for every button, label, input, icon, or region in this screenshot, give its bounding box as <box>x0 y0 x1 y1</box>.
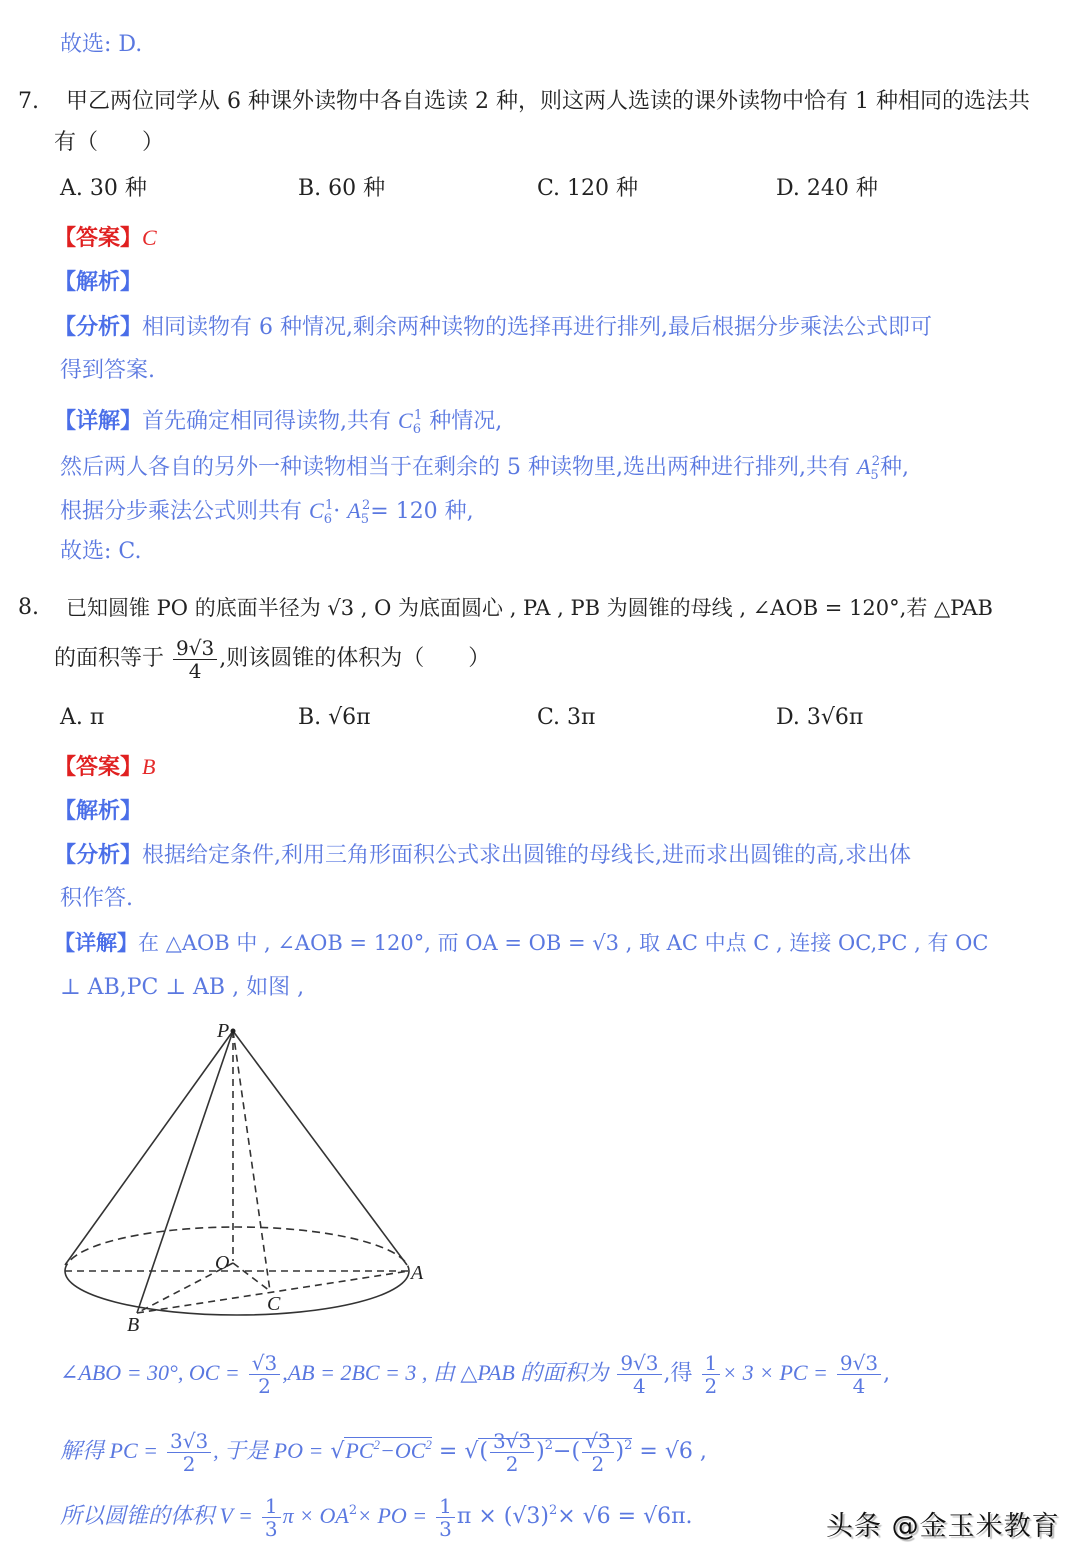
watermark: 头条 @金玉米教育 <box>826 1511 1060 1542</box>
q8-step1: ∠ABO = 30°, OC = $\frac{√3}{2}$ ,AB = 2BC = 3 , 由 △PAB 的面积为 $\frac{9√3}{4}$ ,得 $\frac{1}{2}$ × 3 × PC = $\frac{9√3}{4}$ , <box>60 1350 891 1398</box>
q8-xiangjie-line2: ⊥ AB,PC ⊥ AB , 如图 , <box>60 975 305 1000</box>
question-7-text-line1: 甲乙两位同学从 6 种课外读物中各自选读 2 种，则这两人选读的课外读物中恰有 1 种相同的选法共 <box>66 89 1030 114</box>
q8-option-a: A. π <box>60 705 105 730</box>
prev-conclusion: 故选: D. <box>60 32 143 57</box>
fraction: $\frac{9√3}{4}$ <box>837 1352 881 1397</box>
q8-option-d: D. 3√6π <box>776 705 864 730</box>
xiangjie-label: 【详解】 <box>54 930 138 955</box>
q7-option-d: D. 240 种 <box>776 176 878 201</box>
fraction: $\frac{1}{2}$ <box>702 1352 721 1397</box>
q7-xiangjie-line3: 根据分步乘法公式则共有 $C_6^1\cdot A_5^2= 120$ 种, <box>60 498 474 527</box>
q7-conclusion: 故选: C. <box>60 539 142 564</box>
fraction: $\frac{9√3}{4}$ <box>173 637 217 682</box>
q8-fenxi-line1: 【分析】根据给定条件,利用三角形面积公式求出圆锥的母线长,进而求出圆锥的高,求出体 <box>54 842 911 868</box>
fenxi-label: 【分析】 <box>54 314 143 340</box>
answer-label: 【答案】 <box>54 225 143 251</box>
label-a: A <box>411 1262 424 1284</box>
q8-analysis-label: 【解析】 <box>54 798 143 824</box>
question-8-text-line1: 已知圆锥 PO 的底面半径为 √3 , O 为底面圆心 , PA , PB 为圆锥的母线 , ∠AOB = 120°,若 △PAB <box>66 596 993 620</box>
q7-option-c: C. 120 种 <box>537 176 639 201</box>
label-c: C <box>267 1293 281 1315</box>
question-8-text-line2: 的面积等于 $\frac{9√3}{4}$ ,则该圆锥的体积为（ ） <box>54 635 491 683</box>
q8-step2: 解得 PC = $\frac{3√3}{2}$ , 于是 PO = $√PC^2-OC^2$ = √( $\frac{3√3}{2}$ )$^2$−( $\frac{√3}{2}$ )$^2$ = √6 , <box>60 1428 707 1476</box>
q8-fenxi-line2: 积作答. <box>60 886 133 911</box>
answer-value: B <box>142 754 156 779</box>
fraction: $\frac{1}{3}$ <box>436 1495 455 1540</box>
label-b: B <box>127 1314 140 1335</box>
xiangjie-label: 【详解】 <box>54 408 143 434</box>
fraction: $\frac{9√3}{4}$ <box>617 1352 661 1397</box>
q7-option-a: A. 30 种 <box>60 176 147 201</box>
q7-option-b: B. 60 种 <box>298 176 386 201</box>
q8-answer <box>54 752 155 783</box>
answer-value: C <box>142 225 157 250</box>
q8-option-b: B. √6π <box>298 705 371 730</box>
question-7-text-line2: 有（ ） <box>54 130 165 155</box>
q7-answer <box>54 223 157 254</box>
label-p: P <box>217 1020 230 1042</box>
q7-fenxi-line1: 【分析】相同读物有 6 种情况,剩余两种读物的选择再进行排列,最后根据分步乘法公式即可 <box>54 314 932 340</box>
q7-fenxi-line2: 得到答案. <box>60 358 155 383</box>
fraction: $\frac{3√3}{2}$ <box>167 1430 211 1475</box>
q7-analysis-label: 【解析】 <box>54 269 143 295</box>
q7-xiangjie-line1: 【详解】首先确定相同得读物,共有 $C_6^1$ 种情况, <box>54 408 503 437</box>
q8-option-c: C. 3π <box>537 705 596 730</box>
question-8-number: 8. <box>18 595 39 620</box>
answer-label: 【答案】 <box>54 754 143 780</box>
q8-step3: 所以圆锥的体积 V = $\frac{1}{3}$ $\pi \times OA^2\times$ PO = $\frac{1}{3}$ $\pi \times (√3)^2\times √6 = √6\pi$. <box>60 1493 693 1541</box>
label-o: O <box>215 1252 230 1274</box>
q8-xiangjie-line1: 【详解】在 △AOB 中 , ∠AOB = 120°, 而 OA = OB = √3 , 取 AC 中点 C , 连接 OC,PC , 有 OC <box>54 930 989 955</box>
fenxi-label: 【分析】 <box>54 842 143 868</box>
q7-xiangjie-line2: 然后两人各自的另外一种读物相当于在剩余的 5 种读物里,选出两种进行排列,共有 $A_5^2$种, <box>60 454 909 483</box>
question-7-number: 7. <box>18 89 39 114</box>
cone-figure <box>55 1015 435 1335</box>
fraction: $\frac{1}{3}$ <box>262 1495 281 1540</box>
fraction: $\frac{√3}{2}$ <box>249 1352 280 1397</box>
